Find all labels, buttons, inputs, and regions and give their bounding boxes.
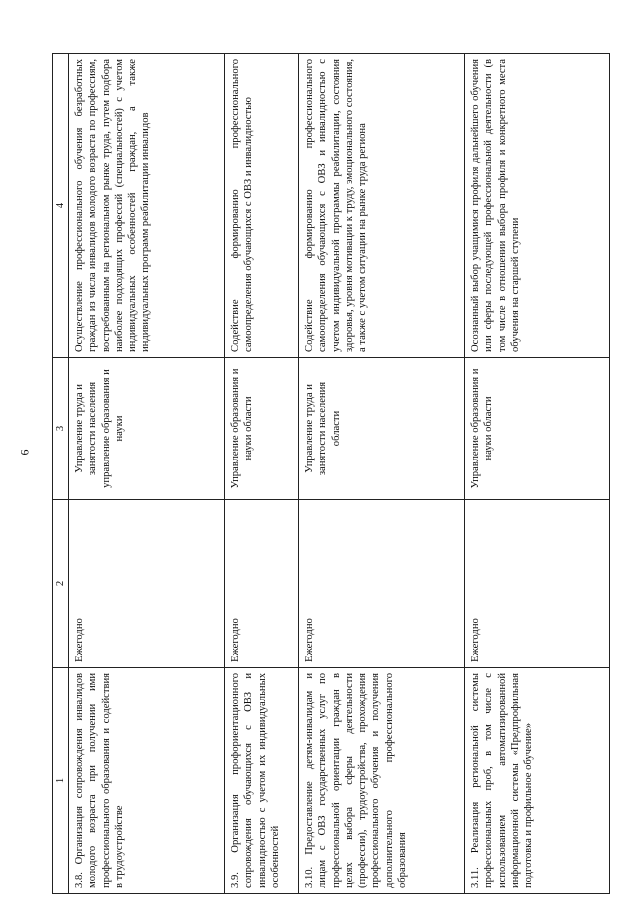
activity-cell: 3.9. Организация профориентационного сопровождения обучающихся с ОВЗ и инвалидностью с учетом их индивидуальных особенностей [225, 668, 299, 894]
period-cell: Ежегодно [299, 500, 465, 668]
executor-cell: Управление образования и науки области [465, 358, 610, 500]
page-number: 6 [17, 449, 32, 456]
result-cell: Содействие формированию профессионального самоопределения обучающихся с ОВЗ и инвалидностью с учетом индивидуальной программы реабилитации, состояния здоровья, уровня мотивации к труду, эмоционального состояния, а также с учетом ситуации на рынке труда региона [299, 54, 465, 358]
period-cell: Ежегодно [465, 500, 610, 668]
executor-cell: Управление образования и науки области [225, 358, 299, 500]
column-header-3: 3 [53, 358, 69, 500]
activity-cell: 3.10. Предоставление детям-инвалидам и лицам с ОВЗ государственных услуг по профессиональной ориентации граждан в целях выбора сферы деятельности (профессии), трудоустройства, прохождения профессионального обучения и получения дополнительного профессионального образования [299, 668, 465, 894]
table-header-row [53, 54, 69, 894]
table-row [69, 54, 225, 894]
period-cell: Ежегодно [225, 500, 299, 668]
table-row [225, 54, 299, 894]
column-header-4: 4 [53, 54, 69, 358]
result-cell: Осознанный выбор учащимися профиля дальнейшего обучения или сферы последующей профессиональной деятельности (в том числе в отношении выбора профиля и конкретного места обучения на старшей ступени [465, 54, 610, 358]
period-cell: Ежегодно [69, 500, 225, 668]
activity-cell: 3.11. Реализация региональной системы профессиональных проб, в том числе с использованием автоматизированной информационной системы «Предпрофильная подготовка и профильное обучение» [465, 668, 610, 894]
column-header-2: 2 [53, 500, 69, 668]
executor-cell: Управление труда и занятости населения управление образования и науки [69, 358, 225, 500]
measures-table [52, 53, 610, 894]
result-cell: Содействие формированию профессионального самоопределения обучающихся с ОВЗ и инвалидностью [225, 54, 299, 358]
result-cell: Осуществление профессионального обучения безработных граждан из числа инвалидов молодого возраста по профессиям, востребованным на региональном рынке труда, путем подбора наиболее подходящих профессий (специальностей) с учетом индивидуальных особенностей граждан, а также индивидуальных программ реабилитации инвалидов [69, 54, 225, 358]
rotated-table-container [52, 54, 610, 894]
executor-cell: Управление труда и занятости населения области [299, 358, 465, 500]
table-row [465, 54, 610, 894]
table-row [299, 54, 465, 894]
column-header-1: 1 [53, 668, 69, 894]
activity-cell: 3.8. Организация сопровождения инвалидов молодого возраста при получении ими профессионального образования и содействия в трудоустройстве [69, 668, 225, 894]
